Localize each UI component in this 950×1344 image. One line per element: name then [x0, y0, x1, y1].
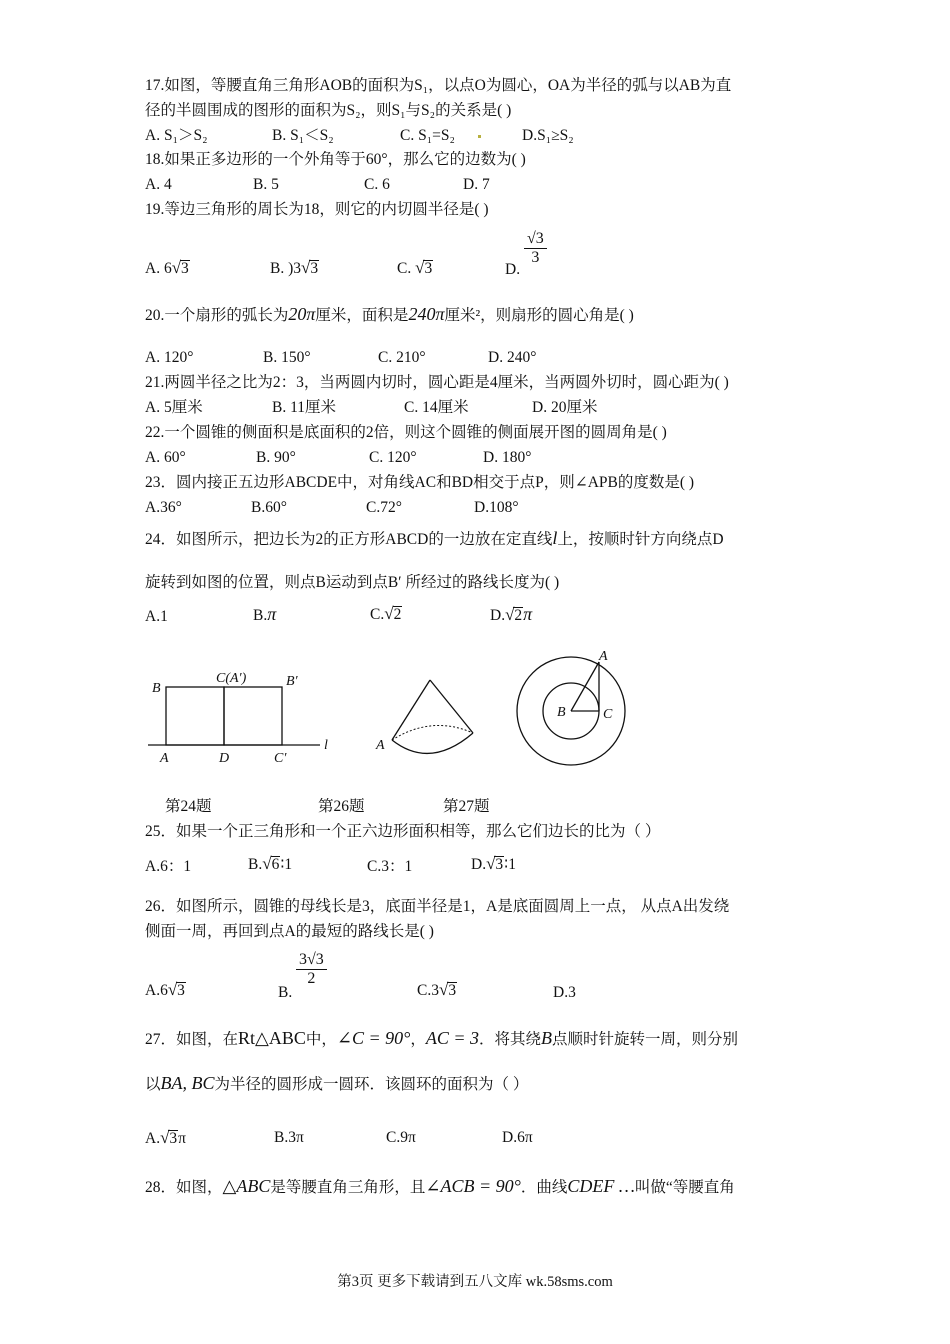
q19-option-d-fraction	[524, 230, 547, 267]
q19-option-c-radicand: 3	[424, 260, 433, 277]
q27-p2: 中，	[305, 1031, 337, 1048]
q25-option-c: C.3：1	[367, 858, 413, 875]
q27-p3: ，	[410, 1031, 426, 1048]
q26-option-c-radicand: 3	[448, 982, 457, 999]
q19-option-a-label: A. 6	[145, 260, 172, 277]
q28-line1	[145, 1176, 735, 1198]
q24-line1	[145, 528, 724, 550]
q28-p2: 是等腰直角三角形，且	[270, 1179, 426, 1196]
q19-option-d-label: D.	[505, 261, 521, 278]
q17-option-a: A. S₁＞S₂	[145, 127, 208, 144]
q23-option-b: B.60°	[251, 499, 287, 516]
q28-curve: CDEF …	[567, 1176, 635, 1196]
q27-line1	[145, 1028, 738, 1050]
q22-text: 22.一个圆锥的侧面积是底面积的2倍，则这个圆锥的侧面展开图的圆周角是( )	[145, 424, 667, 441]
q21-option-b: B. 11厘米	[272, 399, 337, 416]
q23-text: 23．圆内接正五边形ABCDE中，对角线AC和BD相交于点P，则∠APB的度数是( )	[145, 474, 695, 491]
q28-p4: 叫做“等腰直角	[634, 1179, 735, 1196]
q18-option-d: D. 7	[463, 176, 490, 193]
q20-part2: 厘米，面积是	[315, 307, 409, 324]
q24-option-a: A.1	[145, 608, 168, 625]
q24-option-d-pi: π	[523, 604, 533, 624]
sqrt-icon: √	[505, 605, 515, 624]
q25-option-b-ratio: ∶1	[280, 856, 293, 873]
q27-option-a-label: A.	[145, 1130, 161, 1147]
q27-option-c-value: 9π	[400, 1129, 416, 1146]
q25-option-a: A.6：1	[145, 858, 192, 875]
q20-option-c: C. 210°	[378, 349, 426, 366]
q20-option-b: B. 150°	[263, 349, 311, 366]
q26-option-a	[145, 980, 186, 1001]
q17-line1: 17.如图，等腰直角三角形AOB的面积为S₁，以点O为圆心，OA为半径的弧与以AB为直	[145, 77, 732, 94]
q26-option-a-radicand: 3	[177, 982, 185, 999]
q18-text: 18.如果正多边形的一个外角等于60°，那么它的边数为( )	[145, 151, 526, 168]
q19-option-a-radicand: 3	[181, 260, 189, 277]
fig24-label-d: D	[219, 751, 230, 766]
q18-option-b: B. 5	[253, 176, 279, 193]
q25-option-d-radicand: 3	[495, 856, 504, 873]
q27-b: B	[541, 1028, 553, 1048]
q27-angle: ∠C = 90°	[336, 1028, 411, 1048]
q27-option-d	[502, 1128, 533, 1148]
q22-option-b: B. 90°	[256, 449, 296, 466]
fig24-label-a: A	[160, 751, 169, 766]
q26-line1: 26．如图所示，圆锥的母线长是3，底面半径是1，A是底面圆周上一点， 从点A出发绕	[145, 898, 730, 915]
q28-triangle: △ABC	[222, 1176, 271, 1196]
q26-option-d: D.3	[553, 984, 576, 1001]
q25-option-b-label: B.	[248, 856, 263, 873]
fig24-label-l: l	[324, 738, 328, 753]
page-footer: 第3页 更多下载请到五八文库 wk.58sms.com	[337, 1274, 613, 1290]
q24-option-c	[370, 604, 402, 625]
q22-option-d: D. 180°	[483, 449, 532, 466]
sqrt-icon: √	[415, 258, 425, 277]
q27-option-b	[274, 1128, 304, 1148]
q27-line2	[145, 1073, 528, 1095]
fig27-label-b: B	[557, 705, 566, 720]
q24-option-c-label: C.	[370, 606, 385, 623]
q24-option-b	[253, 604, 276, 626]
fraction-numerator: 3√3	[296, 951, 327, 970]
q27-option-a-pi: π	[178, 1130, 186, 1147]
fig27-label-c: C	[603, 707, 613, 722]
q20-arc: 20π	[288, 304, 316, 324]
q26-option-c-coef: 3	[431, 982, 439, 999]
fig26-label-a: A	[376, 738, 385, 753]
q26-option-c	[417, 980, 457, 1001]
q27-option-a	[145, 1128, 186, 1149]
q22-option-a: A. 60°	[145, 449, 186, 466]
q25-option-d-ratio: ∶1	[504, 856, 516, 873]
fig24-caption: 第24题	[165, 798, 212, 815]
sqrt-icon: √	[486, 854, 496, 873]
q27-l2a: 以	[145, 1076, 161, 1093]
fig24-label-c-aprime: C(A′)	[216, 671, 247, 686]
fig24-label-bprime: B′	[286, 674, 298, 689]
q27-option-c	[386, 1128, 416, 1148]
q27-p5: 点顺时针旋转一周，则分别	[552, 1031, 739, 1048]
sqrt-icon: √	[167, 980, 178, 999]
q27-ba-bc: BA, BC	[160, 1073, 215, 1093]
q24-option-b-label: B.	[253, 607, 268, 624]
q27-option-b-value: 3π	[288, 1129, 304, 1146]
q18-option-c: C. 6	[364, 176, 390, 193]
q27-option-d-value: 6π	[517, 1129, 533, 1146]
q24-line1b: 上，按顺时针方向绕点D	[557, 531, 724, 548]
q22-option-c: C. 120°	[369, 449, 417, 466]
q25-option-d	[471, 854, 516, 875]
q24-option-c-radicand: 2	[393, 606, 402, 623]
q20-part3: 厘米²，则扇形的圆心角是( )	[444, 307, 634, 324]
fig27-label-a: A	[599, 649, 608, 664]
q27-l2b: 为半径的圆形成一圆环．该圆环的面积为（ ）	[214, 1076, 529, 1093]
sqrt-icon: √	[171, 258, 182, 277]
sqrt-icon: √	[160, 1128, 170, 1147]
q20-text	[145, 304, 634, 326]
q17-option-d: D.S₁≥S₂	[522, 127, 574, 144]
q28-angle: ∠ACB = 90°	[425, 1176, 521, 1196]
q19-text: 19.等边三角形的周长为18，则它的内切圆半径是( )	[145, 201, 489, 218]
q18-option-a: A. 4	[145, 176, 172, 193]
q21-option-a: A. 5厘米	[145, 399, 203, 416]
fig26-cone	[370, 675, 490, 775]
fig24-label-cprime: C′	[274, 751, 287, 766]
q20-part1: 20.一个扇形的弧长为	[145, 307, 289, 324]
fraction-denominator: 3	[531, 249, 540, 266]
q17-option-b: B. S₁＜S₂	[272, 127, 334, 144]
q19-option-c-label: C.	[397, 260, 412, 277]
q19-option-b-radicand: 3	[310, 260, 319, 277]
sqrt-icon: √	[384, 604, 394, 623]
q25-option-b-radicand: 6	[271, 856, 280, 873]
q17-line2: 径的半圆围成的图形的面积为S₂，则S₁与S₂的关系是( )	[145, 102, 512, 119]
q24-line-variable: l	[552, 528, 558, 548]
q24-line1a: 24．如图所示，把边长为2的正方形ABCD的一边放在定直线	[145, 531, 553, 548]
q27-p1: 27．如图，在	[145, 1031, 239, 1048]
fraction-numerator: √3	[524, 230, 547, 249]
q24-option-b-pi: π	[267, 604, 277, 624]
q20-option-d: D. 240°	[488, 349, 537, 366]
q23-option-a: A.36°	[145, 499, 182, 516]
fig24-label-b: B	[152, 681, 161, 696]
q27-p4: ．将其绕	[479, 1031, 542, 1048]
q24-line2: 旋转到如图的位置，则点B运动到点B′ 所经过的路线长度为( )	[145, 574, 560, 591]
fig27-caption: 第27题	[443, 798, 490, 815]
q20-option-a: A. 120°	[145, 349, 194, 366]
q24-option-d	[490, 604, 532, 626]
q19-option-c	[397, 258, 433, 279]
q19-option-b	[270, 258, 319, 279]
q21-text: 21.两圆半径之比为2：3，当两圆内切时，圆心距是4厘米，当两圆外切时，圆心距为( )	[145, 374, 729, 391]
q20-area: 240π	[408, 304, 445, 324]
q27-option-c-label: C.	[386, 1129, 401, 1146]
fig26-caption: 第26题	[318, 798, 365, 815]
sqrt-icon: √	[438, 980, 449, 999]
q26-option-b-label: B.	[278, 984, 293, 1001]
q28-p1: 28．如图，	[145, 1179, 223, 1196]
q27-option-d-label: D.	[502, 1129, 518, 1146]
q27-ac: AC = 3	[425, 1028, 480, 1048]
q27-option-a-radicand: 3	[169, 1130, 178, 1147]
q25-option-b	[248, 854, 292, 875]
q25-text: 25．如果一个正三角形和一个正六边形面积相等，那么它们边长的比为（ ）	[145, 823, 661, 840]
q23-option-c: C.72°	[366, 499, 402, 516]
fig24-diagram	[140, 660, 340, 770]
q26-line2: 侧面一周，再回到点A的最短的路线长是( )	[145, 923, 434, 940]
q26-option-c-label: C.	[417, 982, 432, 999]
q19-option-b-label: B. )3	[270, 260, 301, 277]
q28-p3: ．曲线	[520, 1179, 568, 1196]
fraction-denominator: 2	[307, 970, 316, 987]
q26-option-a-label: A.	[145, 982, 161, 999]
q26-option-a-coef: 6	[160, 982, 168, 999]
q21-option-c: C. 14厘米	[404, 399, 469, 416]
q24-option-d-radicand: 2	[514, 607, 523, 624]
q25-option-d-label: D.	[471, 856, 487, 873]
q27-option-b-label: B.	[274, 1129, 289, 1146]
q21-option-d: D. 20厘米	[532, 399, 598, 416]
sqrt-icon: √	[262, 854, 272, 873]
fig27-annulus	[515, 648, 635, 788]
q23-option-d: D.108°	[474, 499, 519, 516]
sqrt-icon: √	[301, 258, 311, 277]
q24-option-d-label: D.	[490, 607, 506, 624]
q27-rt-triangle: Rt△ABC	[238, 1028, 306, 1048]
q17-option-c: C. S₁=S₂	[400, 127, 455, 144]
stray-dot	[478, 135, 481, 138]
q19-option-a	[145, 258, 190, 279]
q26-option-b-fraction	[296, 951, 327, 988]
